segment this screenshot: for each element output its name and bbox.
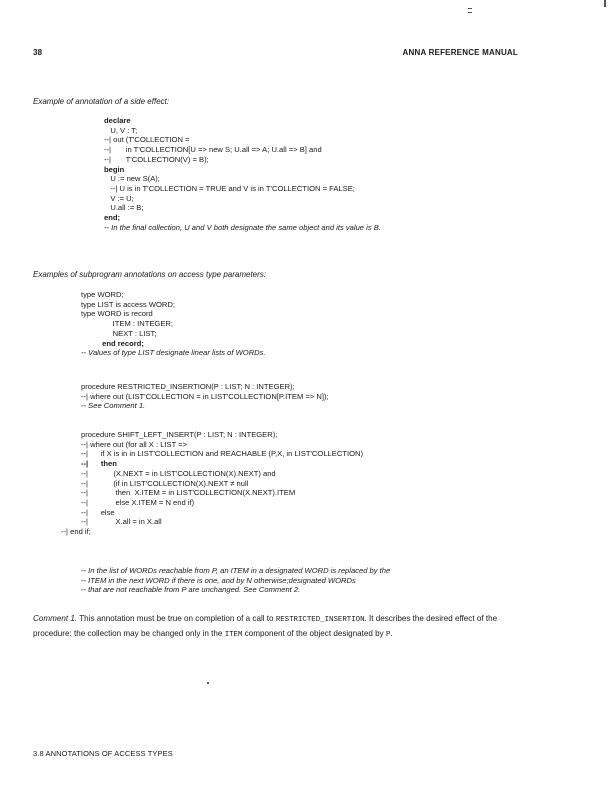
code-line: declare (104, 116, 131, 125)
shift-left-insert-notes (81, 566, 390, 595)
code-line: --| end if; (61, 527, 91, 537)
code-line: type WORD is record (81, 309, 153, 319)
code-line: --| else (81, 507, 115, 517)
code-comment: -- ITEM in the next WORD if there is one, and by N otherwise;designated WORDs (81, 575, 356, 585)
scan-mark (604, 0, 606, 7)
code-line: --| if X is in in LIST'COLLECTION and REACHABLE (P,X, in LIST'COLLECTION) (81, 449, 363, 459)
comment-1-code: RESTRICTED_INSERTION (275, 616, 365, 624)
code-line: procedure SHIFT_LEFT_INSERT(P : LIST; N : INTEGER); (81, 430, 278, 439)
code-line: --| then (81, 459, 117, 469)
footer-section-title: 3.8 ANNOTATIONS OF ACCESS TYPES (33, 749, 173, 758)
code-line: end; (104, 213, 121, 223)
code-line: begin (104, 164, 125, 174)
code-line: end record; (81, 338, 144, 348)
code-line: --| then X.ITEM = in LIST'COLLECTION(X.NEXT).ITEM (81, 488, 296, 498)
type-declarations (81, 290, 266, 358)
code-line: U, V : T; (104, 125, 138, 135)
example-1-caption: Example of annotation of a side effect: (33, 97, 170, 106)
comment-1-code: ITEM (224, 631, 243, 639)
comment-1-code: P (385, 631, 391, 639)
code-comment: -- See Comment 1. (81, 401, 146, 411)
comment-1-text: This annotation must be true on completion of a call to (77, 614, 276, 623)
comment-1-text: . It describes the desired effect of the procedure: the collection may be changed only in the (33, 614, 498, 638)
scan-mark (468, 12, 472, 13)
code-comment: -- Values of type LIST designate linear lists of WORDs. (81, 348, 266, 358)
code-line: V := U; (104, 193, 134, 203)
scan-mark (207, 682, 209, 684)
code-line: --| in T'COLLECTION[U => new S; U.all => A; U.all => B] and (104, 145, 322, 155)
scan-mark (468, 8, 472, 9)
code-line: --| (X.NEXT = in LIST'COLLECTION(X).NEXT) and (81, 468, 276, 478)
code-line: --| (if in LIST'COLLECTION(X).NEXT ≠ null (81, 478, 249, 488)
code-line: --| U is in T'COLLECTION = TRUE and V is in T'COLLECTION = FALSE; (104, 183, 355, 193)
shift-left-insert-spec (61, 430, 363, 537)
code-line: NEXT : LIST; (81, 328, 157, 338)
code-line: --| else X.ITEM = N end if) (81, 497, 195, 507)
restricted-insertion-spec (81, 382, 329, 411)
comment-1-label: Comment 1. (33, 614, 78, 623)
comment-1-text: component of the object designated by (242, 629, 386, 638)
code-line: --| out (T'COLLECTION = (104, 135, 190, 145)
code-line: procedure RESTRICTED_INSERTION(P : LIST; N : INTEGER); (81, 382, 295, 391)
code-comment: -- In the final collection, U and V both designate the same object and its value is B. (104, 222, 381, 232)
code-comment: -- In the list of WORDs reachable from P, an ITEM in a designated WORD is replaced by the (81, 566, 391, 575)
example-1-code (104, 116, 381, 232)
code-line: --| X.all = in X.all (81, 517, 162, 527)
code-line: U := new S(A); (104, 174, 160, 184)
code-line: type WORD; (81, 290, 124, 299)
comment-1-text: . (390, 629, 393, 638)
running-head: ANNA REFERENCE MANUAL (402, 48, 518, 57)
comment-1-paragraph (33, 612, 525, 642)
page-number: 38 (33, 48, 43, 57)
code-line: U.all := B; (104, 203, 144, 213)
code-line: type LIST is access WORD; (81, 299, 175, 309)
code-line: ITEM : INTEGER; (81, 319, 173, 329)
code-line: --| where out (LIST'COLLECTION = in LIST'COLLECTION[P.ITEM => N]); (81, 391, 329, 401)
code-line: --| where out (for all X : LIST => (81, 439, 188, 449)
example-2-caption: Examples of subprogram annotations on access type parameters: (33, 270, 267, 279)
code-comment: -- that are not reachable from P are unchanged. See Comment 2. (81, 585, 301, 595)
code-line: --| T'COLLECTION(V) = B); (104, 154, 209, 164)
